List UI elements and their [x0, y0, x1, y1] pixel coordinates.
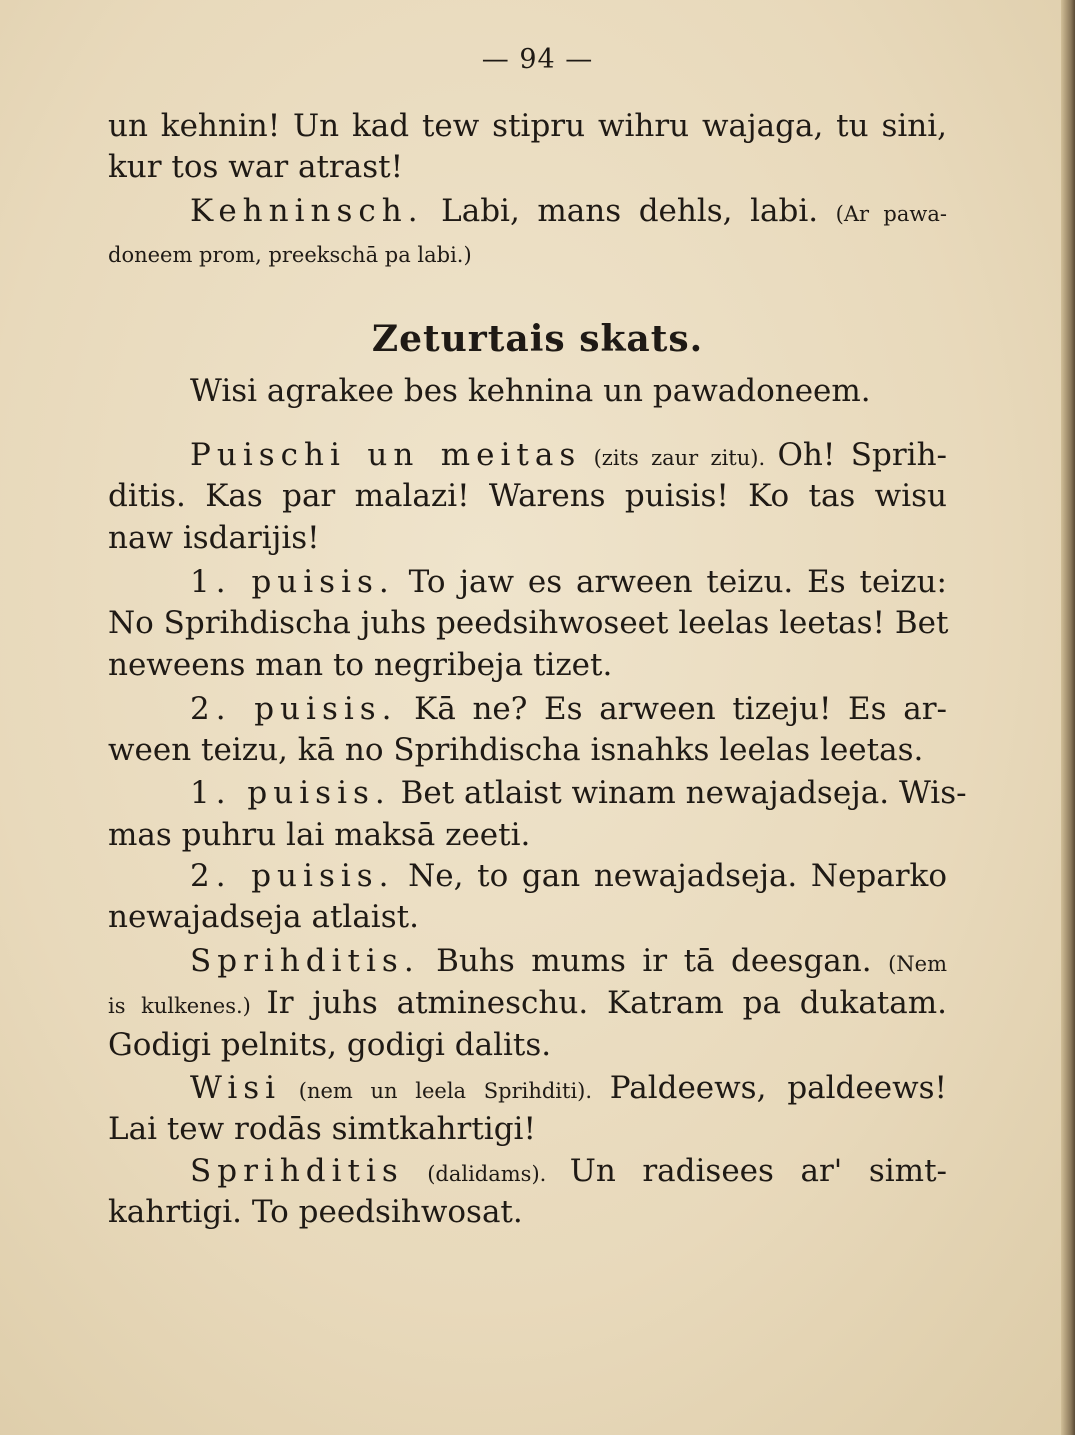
- text-line: [190, 941, 947, 981]
- line-text: ween teizu, kā no Sprihdischa isnahks leelas leetas.: [108, 732, 924, 768]
- text-line: [190, 191, 947, 231]
- text-line: [108, 1025, 947, 1065]
- text-line: [108, 603, 947, 643]
- speaker-name: Puischi un meitas: [190, 437, 582, 473]
- text-line: [190, 689, 947, 729]
- text-line: [108, 1192, 947, 1232]
- text-line: [108, 815, 947, 855]
- stage-direction: (dalidams).: [403, 1162, 570, 1186]
- line-text: naw isdarijis!: [108, 520, 320, 556]
- speaker-name: Kehninsch.: [190, 193, 424, 229]
- line-text: mas puhru lai maksā zeeti.: [108, 817, 531, 853]
- line-text: Ir juhs atmineschu. Katram pa dukatam.: [266, 985, 947, 1021]
- line-text: Wisi agrakee bes kehnina un pawadoneem.: [190, 373, 871, 409]
- line-text: Kā ne? Es arween tizeju! Es ar-: [397, 691, 947, 727]
- text-line: [108, 897, 947, 937]
- line-text: To jaw es arween teizu. Es teizu:: [394, 564, 948, 600]
- stage-direction: (zits zaur zitu).: [581, 446, 778, 470]
- text-line: [190, 1151, 947, 1191]
- speaker-name: 1. puisis.: [190, 564, 395, 600]
- scene-heading: Zeturtais skats.: [371, 318, 704, 360]
- text-line: [108, 518, 947, 558]
- text-line: [190, 856, 947, 896]
- page-number: — 94 —: [481, 44, 594, 75]
- speaker-name: Sprihditis: [190, 1153, 404, 1189]
- line-text: Un radisees ar' simt-: [569, 1153, 947, 1189]
- text-line: [190, 371, 947, 411]
- line-text: neweens man to negribeja tizet.: [108, 647, 613, 683]
- line-text: Ne, to gan newajadseja. Neparko: [394, 858, 947, 894]
- text-line: [190, 435, 947, 475]
- speaker-name: 2. puisis.: [190, 691, 398, 727]
- line-text: kahrtigi. To peedsihwosat.: [108, 1194, 523, 1230]
- speaker-name: Wisi: [190, 1070, 282, 1106]
- text-line: [108, 232, 947, 272]
- stage-direction: doneem prom, preekschā pa labi.): [108, 243, 472, 267]
- speaker-name: 2. puisis.: [190, 858, 395, 894]
- text-line: [190, 773, 967, 813]
- speaker-name: 1. puisis.: [190, 775, 391, 811]
- line-text: ditis. Kas par malazi! Warens puisis! Ko tas wisu: [108, 478, 947, 514]
- line-text: Bet atlaist winam newajadseja. Wis-: [390, 775, 967, 811]
- line-text: No Sprihdischa juhs peedsihwoseet leelas leetas! Bet: [108, 605, 949, 641]
- text-line: [108, 730, 947, 770]
- speaker-name: Sprihditis.: [190, 943, 420, 979]
- stage-direction: (nem un leela Sprihditi).: [281, 1079, 610, 1103]
- line-text: Paldeews, paldeews!: [609, 1070, 947, 1106]
- line-text: Lai tew rodās simtkahrtigi!: [108, 1111, 536, 1147]
- line-text: un kehnin! Un kad tew stipru wihru wajaga, tu sini,: [108, 108, 947, 144]
- stage-direction: (Ar pawa-: [835, 202, 947, 226]
- stage-direction: is kulkenes.): [108, 994, 267, 1018]
- text-line: [108, 106, 947, 146]
- text-line: [190, 562, 947, 602]
- text-line: [108, 476, 947, 516]
- line-text: Godigi pelnits, godigi dalits.: [108, 1027, 552, 1063]
- text-line: [108, 1109, 947, 1149]
- text-line: [190, 1068, 947, 1108]
- line-text: Buhs mums ir tā deesgan.: [419, 943, 889, 979]
- text-line: [108, 645, 947, 685]
- text-line: [108, 147, 947, 187]
- page-edge: [1061, 0, 1075, 1435]
- line-text: newajadseja atlaist.: [108, 899, 419, 935]
- stage-direction: (Nem: [888, 952, 947, 976]
- line-text: Oh! Sprih-: [777, 437, 948, 473]
- line-text: kur tos war atrast!: [108, 149, 404, 185]
- line-text: Labi, mans dehls, labi.: [423, 193, 836, 229]
- text-line: [108, 983, 947, 1023]
